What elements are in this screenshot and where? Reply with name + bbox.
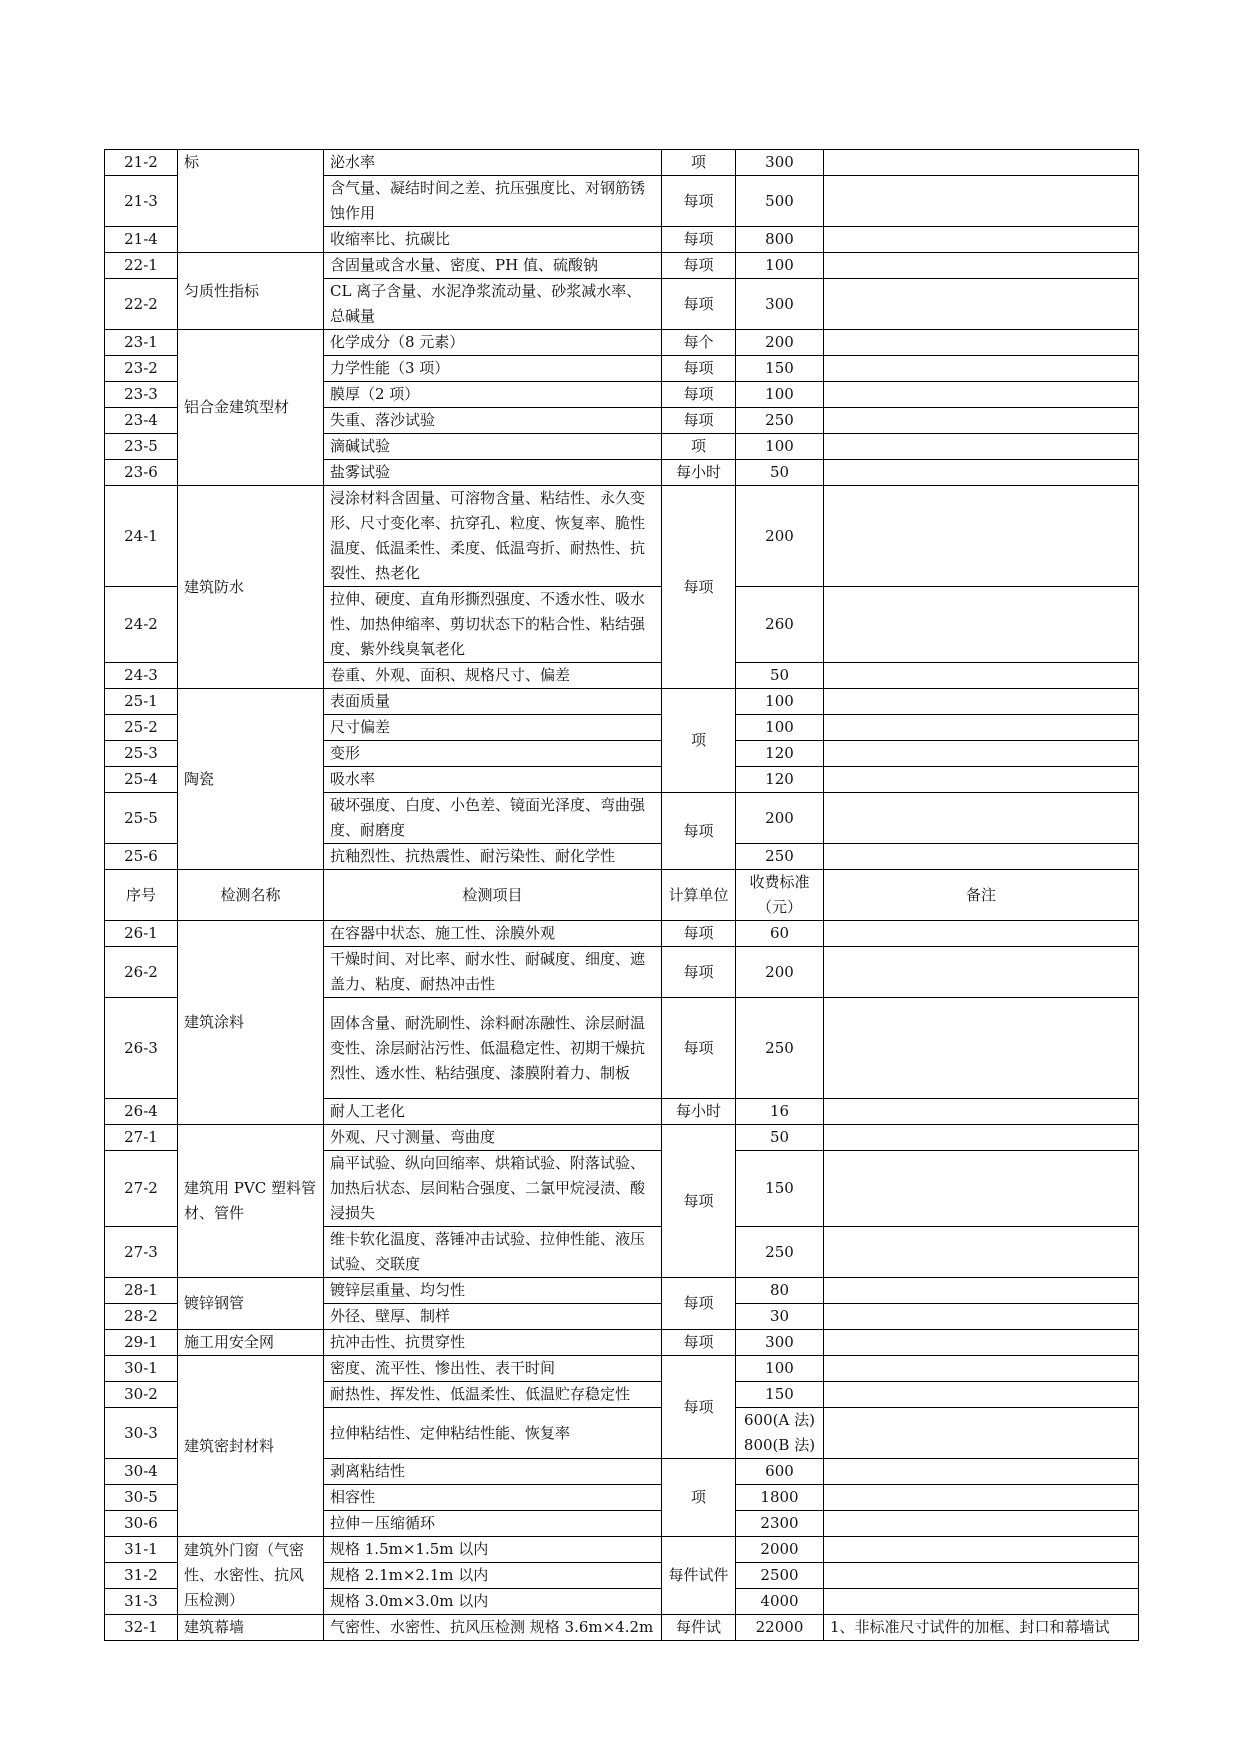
row-number: 24-2 [105, 587, 178, 663]
test-name: 匀质性指标 [178, 253, 324, 330]
note [824, 1099, 1139, 1125]
unit: 每项 [662, 793, 736, 870]
row-number: 25-6 [105, 844, 178, 870]
fee: 2300 [736, 1511, 824, 1537]
note [824, 330, 1139, 356]
test-item: 含固量或含水量、密度、PH 值、硫酸钠 [324, 253, 662, 279]
unit: 每件试 [662, 1615, 736, 1641]
table-row [105, 253, 1139, 279]
test-item: 力学性能（3 项） [324, 356, 662, 382]
note [824, 356, 1139, 382]
test-item: 表面质量 [324, 689, 662, 715]
unit: 每项 [662, 253, 736, 279]
unit: 每个 [662, 330, 736, 356]
fee: 50 [736, 1125, 824, 1151]
note [824, 1330, 1139, 1356]
test-item: 镀锌层重量、均匀性 [324, 1278, 662, 1304]
fee-method-b: 800(B 法) [743, 1436, 816, 1454]
unit: 每项 [662, 1356, 736, 1459]
row-number: 30-3 [105, 1408, 178, 1459]
note [824, 767, 1139, 793]
row-number: 28-2 [105, 1304, 178, 1330]
fee: 200 [736, 947, 824, 998]
header-fee: 收费标准（元） [736, 870, 824, 921]
note [824, 741, 1139, 767]
fee: 100 [736, 382, 824, 408]
fee: 300 [736, 1330, 824, 1356]
note [824, 1227, 1139, 1278]
row-number: 22-1 [105, 253, 178, 279]
test-name: 建筑涂料 [178, 921, 324, 1125]
row-number: 30-1 [105, 1356, 178, 1382]
table-row [105, 486, 1139, 587]
row-number: 21-3 [105, 176, 178, 227]
table-row [105, 689, 1139, 715]
note [824, 947, 1139, 998]
fee: 250 [736, 408, 824, 434]
unit: 每小时 [662, 1099, 736, 1125]
row-number: 30-4 [105, 1459, 178, 1485]
row-number: 25-3 [105, 741, 178, 767]
row-number: 31-3 [105, 1589, 178, 1615]
unit: 每项 [662, 279, 736, 330]
fee [736, 1408, 824, 1459]
test-item: 干燥时间、对比率、耐水性、耐碱度、细度、遮盖力、粘度、耐热冲击性 [324, 947, 662, 998]
note [824, 150, 1139, 176]
test-name: 建筑密封材料 [178, 1356, 324, 1537]
fee-method-a: 600(A 法) [744, 1411, 815, 1429]
test-item: 拉伸、硬度、直角形撕烈强度、不透水性、吸水性、加热伸缩率、剪切状态下的粘合性、粘结强度、紫外线臭氧老化 [324, 587, 662, 663]
test-item: 维卡软化温度、落锤冲击试验、拉伸性能、液压试验、交联度 [324, 1227, 662, 1278]
test-item: 抗冲击性、抗贯穿性 [324, 1330, 662, 1356]
row-number: 23-6 [105, 460, 178, 486]
fee: 30 [736, 1304, 824, 1330]
test-item: 尺寸偏差 [324, 715, 662, 741]
table-row [105, 1356, 1139, 1382]
test-item: 在容器中状态、施工性、涂膜外观 [324, 921, 662, 947]
row-number: 32-1 [105, 1615, 178, 1641]
fee: 200 [736, 793, 824, 844]
unit: 每件试件 [662, 1537, 736, 1615]
test-item: 外观、尺寸测量、弯曲度 [324, 1125, 662, 1151]
note [824, 1459, 1139, 1485]
test-item: 变形 [324, 741, 662, 767]
unit: 项 [662, 150, 736, 176]
row-number: 23-1 [105, 330, 178, 356]
note [824, 253, 1139, 279]
table-row [105, 150, 1139, 176]
note [824, 587, 1139, 663]
row-number: 29-1 [105, 1330, 178, 1356]
note [824, 793, 1139, 844]
note [824, 1356, 1139, 1382]
fee: 600 [736, 1459, 824, 1485]
row-number: 26-1 [105, 921, 178, 947]
fee-schedule-table [104, 149, 1139, 1641]
row-number: 24-1 [105, 486, 178, 587]
test-item: 化学成分（8 元素） [324, 330, 662, 356]
test-item: 浸涂材料含固量、可溶物含量、粘结性、永久变形、尺寸变化率、抗穿孔、粒度、恢复率、脆性温度、低温柔性、柔度、低温弯折、耐热性、抗裂性、热老化 [324, 486, 662, 587]
fee: 100 [736, 689, 824, 715]
row-number: 30-5 [105, 1485, 178, 1511]
fee: 2000 [736, 1537, 824, 1563]
test-item: 规格 2.1m×2.1m 以内 [324, 1563, 662, 1589]
header-name: 检测名称 [178, 870, 324, 921]
note [824, 382, 1139, 408]
test-item: 卷重、外观、面积、规格尺寸、偏差 [324, 663, 662, 689]
test-item: 扁平试验、纵向回缩率、烘箱试验、附落试验、加热后状态、层间粘合强度、二氯甲烷浸渍、酸浸损失 [324, 1151, 662, 1227]
note [824, 434, 1139, 460]
fee: 4000 [736, 1589, 824, 1615]
test-item: 外径、壁厚、制样 [324, 1304, 662, 1330]
note [824, 715, 1139, 741]
row-number: 31-2 [105, 1563, 178, 1589]
test-name: 建筑幕墙 [178, 1615, 324, 1641]
note [824, 1485, 1139, 1511]
row-number: 23-4 [105, 408, 178, 434]
test-item: 吸水率 [324, 767, 662, 793]
table-row [105, 1125, 1139, 1151]
row-number: 27-1 [105, 1125, 178, 1151]
table-row [105, 1615, 1139, 1641]
test-item: 拉伸粘结性、定伸粘结性能、恢复率 [324, 1408, 662, 1459]
row-number: 26-2 [105, 947, 178, 998]
row-number: 27-3 [105, 1227, 178, 1278]
header-row [105, 870, 1139, 921]
fee: 250 [736, 998, 824, 1099]
note [824, 1511, 1139, 1537]
note [824, 460, 1139, 486]
note [824, 1563, 1139, 1589]
fee: 300 [736, 150, 824, 176]
note [824, 279, 1139, 330]
row-number: 25-2 [105, 715, 178, 741]
test-item: CL 离子含量、水泥净浆流动量、砂浆减水率、总碱量 [324, 279, 662, 330]
test-item: 规格 1.5m×1.5m 以内 [324, 1537, 662, 1563]
unit: 每项 [662, 227, 736, 253]
test-name: 建筑用 PVC 塑料管材、管件 [178, 1125, 324, 1278]
fee: 16 [736, 1099, 824, 1125]
note [824, 1151, 1139, 1227]
fee: 80 [736, 1278, 824, 1304]
fee: 120 [736, 741, 824, 767]
test-item: 盐雾试验 [324, 460, 662, 486]
row-number: 21-2 [105, 150, 178, 176]
row-number: 31-1 [105, 1537, 178, 1563]
row-number: 25-1 [105, 689, 178, 715]
unit: 每项 [662, 1125, 736, 1278]
fee: 100 [736, 253, 824, 279]
table-row [105, 330, 1139, 356]
unit: 每项 [662, 382, 736, 408]
test-item: 失重、落沙试验 [324, 408, 662, 434]
test-item: 滴碱试验 [324, 434, 662, 460]
test-name: 镀锌钢管 [178, 1278, 324, 1330]
unit: 每项 [662, 1278, 736, 1330]
fee: 120 [736, 767, 824, 793]
test-item: 膜厚（2 项） [324, 382, 662, 408]
test-item: 剥离粘结性 [324, 1459, 662, 1485]
row-number: 28-1 [105, 1278, 178, 1304]
fee: 150 [736, 356, 824, 382]
note [824, 1382, 1139, 1408]
note [824, 998, 1139, 1099]
fee: 100 [736, 434, 824, 460]
test-name: 建筑外门窗（气密性、水密性、抗风压检测） [178, 1537, 324, 1615]
header-unit: 计算单位 [662, 870, 736, 921]
note [824, 227, 1139, 253]
fee: 250 [736, 1227, 824, 1278]
note [824, 921, 1139, 947]
fee: 50 [736, 460, 824, 486]
note [824, 486, 1139, 587]
row-number: 25-5 [105, 793, 178, 844]
test-item: 耐人工老化 [324, 1099, 662, 1125]
row-number: 30-6 [105, 1511, 178, 1537]
row-number: 22-2 [105, 279, 178, 330]
note [824, 176, 1139, 227]
fee: 800 [736, 227, 824, 253]
row-number: 21-4 [105, 227, 178, 253]
test-name: 铝合金建筑型材 [178, 330, 324, 486]
test-item: 相容性 [324, 1485, 662, 1511]
test-item: 规格 3.0m×3.0m 以内 [324, 1589, 662, 1615]
fee: 260 [736, 587, 824, 663]
fee: 60 [736, 921, 824, 947]
unit: 每项 [662, 356, 736, 382]
test-item: 抗釉烈性、抗热震性、耐污染性、耐化学性 [324, 844, 662, 870]
fee: 500 [736, 176, 824, 227]
unit: 每项 [662, 176, 736, 227]
unit: 每项 [662, 408, 736, 434]
row-number: 25-4 [105, 767, 178, 793]
note [824, 1537, 1139, 1563]
fee: 300 [736, 279, 824, 330]
fee: 2500 [736, 1563, 824, 1589]
table-row [105, 1537, 1139, 1563]
unit: 每小时 [662, 460, 736, 486]
row-number: 26-3 [105, 998, 178, 1099]
note [824, 663, 1139, 689]
row-number: 23-2 [105, 356, 178, 382]
test-item: 拉伸－压缩循环 [324, 1511, 662, 1537]
test-item: 密度、流平性、惨出性、表干时间 [324, 1356, 662, 1382]
table-row [105, 921, 1139, 947]
test-item: 含气量、凝结时间之差、抗压强度比、对钢筋锈蚀作用 [324, 176, 662, 227]
unit: 每项 [662, 921, 736, 947]
row-number: 24-3 [105, 663, 178, 689]
fee: 150 [736, 1151, 824, 1227]
row-number: 27-2 [105, 1151, 178, 1227]
fee: 1800 [736, 1485, 824, 1511]
note [824, 1304, 1139, 1330]
test-item: 收缩率比、抗碳比 [324, 227, 662, 253]
test-item: 泌水率 [324, 150, 662, 176]
note [824, 844, 1139, 870]
fee: 100 [736, 1356, 824, 1382]
row-number: 23-5 [105, 434, 178, 460]
unit: 每项 [662, 947, 736, 998]
fee: 50 [736, 663, 824, 689]
note [824, 1125, 1139, 1151]
fee: 22000 [736, 1615, 824, 1641]
row-number: 26-4 [105, 1099, 178, 1125]
fee: 200 [736, 486, 824, 587]
test-name: 标 [178, 150, 324, 253]
unit: 项 [662, 1459, 736, 1537]
unit: 每项 [662, 486, 736, 689]
note [824, 408, 1139, 434]
note [824, 1408, 1139, 1459]
note [824, 1278, 1139, 1304]
table-row [105, 1330, 1139, 1356]
note [824, 1589, 1139, 1615]
note: 1、非标准尺寸试件的加框、封口和幕墙试 [824, 1615, 1139, 1641]
test-item: 固体含量、耐洗刷性、涂料耐冻融性、涂层耐温变性、涂层耐沾污性、低温稳定性、初期干燥抗烈性、透水性、粘结强度、漆膜附着力、制板 [324, 998, 662, 1099]
row-number: 23-3 [105, 382, 178, 408]
table-row [105, 1278, 1139, 1304]
unit: 每项 [662, 1330, 736, 1356]
row-number: 30-2 [105, 1382, 178, 1408]
fee: 150 [736, 1382, 824, 1408]
fee: 250 [736, 844, 824, 870]
unit: 每项 [662, 998, 736, 1099]
test-item: 耐热性、挥发性、低温柔性、低温贮存稳定性 [324, 1382, 662, 1408]
unit: 项 [662, 689, 736, 793]
fee: 100 [736, 715, 824, 741]
unit: 项 [662, 434, 736, 460]
test-name: 建筑防水 [178, 486, 324, 689]
note [824, 689, 1139, 715]
test-name: 施工用安全网 [178, 1330, 324, 1356]
header-note: 备注 [824, 870, 1139, 921]
header-item: 检测项目 [324, 870, 662, 921]
fee: 200 [736, 330, 824, 356]
header-no: 序号 [105, 870, 178, 921]
test-name: 陶瓷 [178, 689, 324, 870]
test-item: 破坏强度、白度、小色差、镜面光泽度、弯曲强度、耐磨度 [324, 793, 662, 844]
test-item: 气密性、水密性、抗风压检测 规格 3.6m×4.2m [324, 1615, 662, 1641]
